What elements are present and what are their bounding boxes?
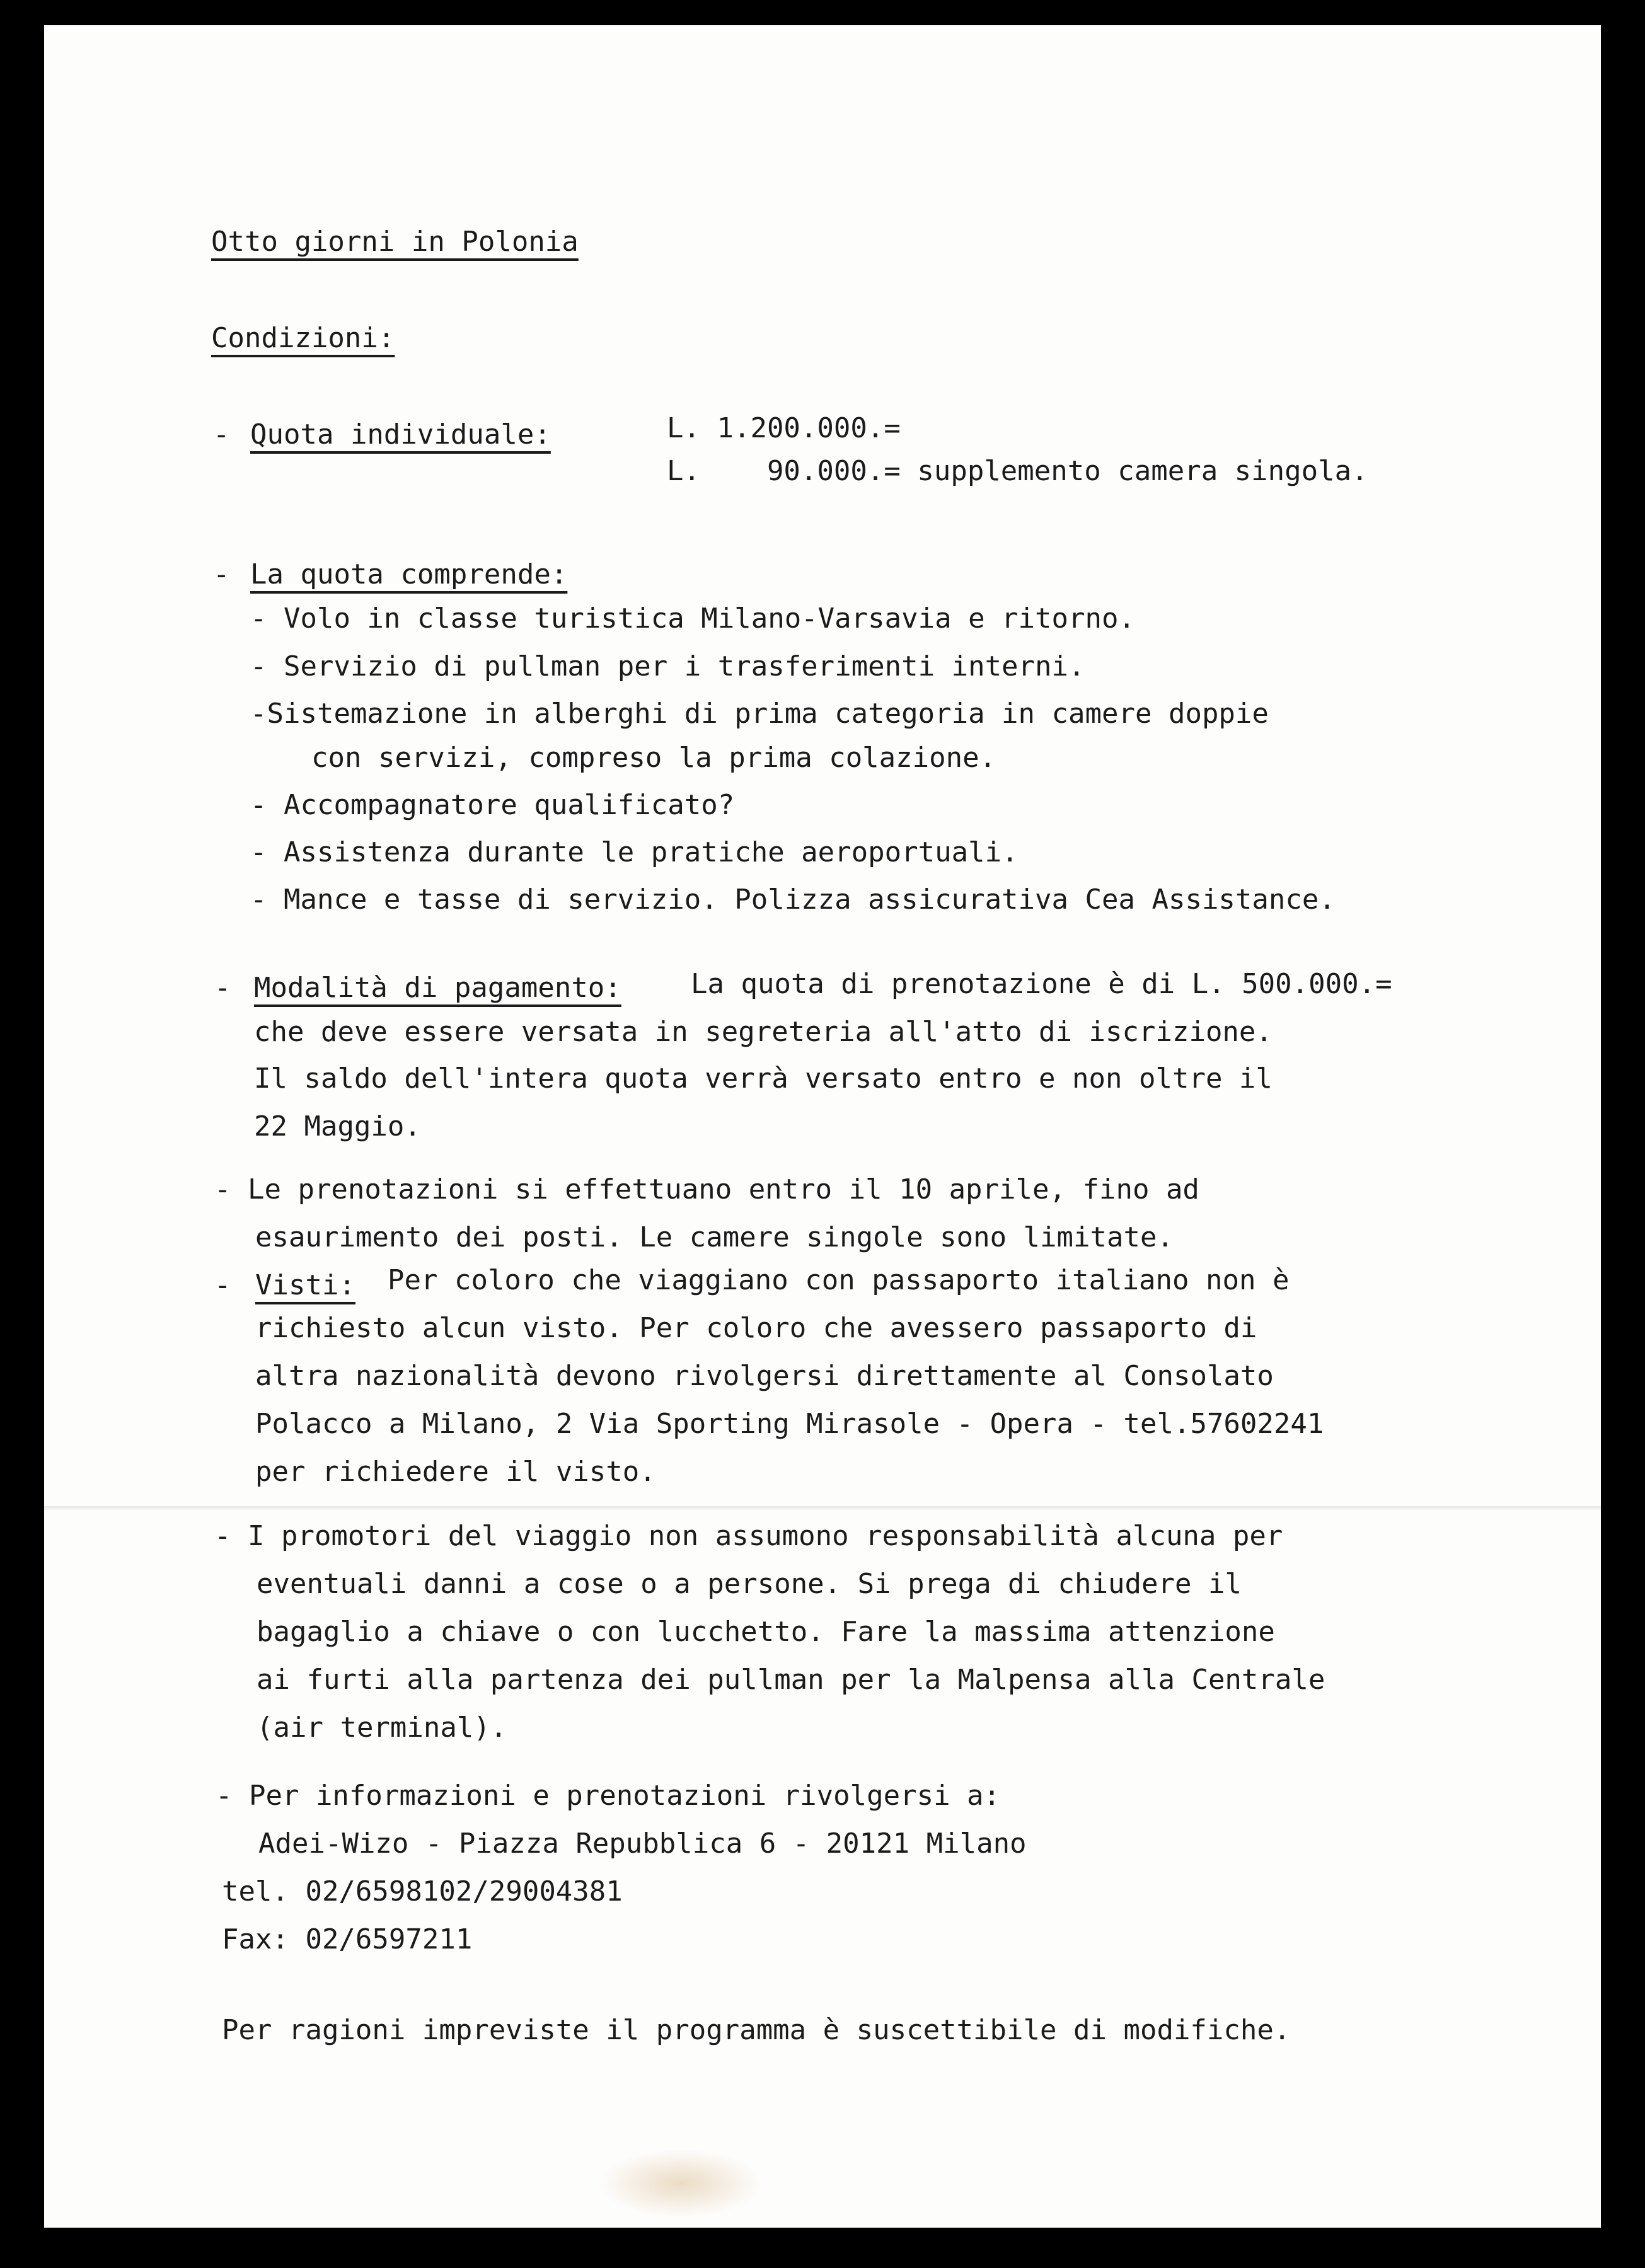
quota-price: L. 1.200.000.= xyxy=(667,412,901,444)
page-fold-crease xyxy=(44,1506,1601,1510)
liability-text: eventuali danni a cose o a persone. Si prega di chiudere il xyxy=(257,1568,1242,1600)
document-page xyxy=(44,25,1601,2228)
includes-dash: - xyxy=(213,558,230,590)
conditions-heading: Condizioni: xyxy=(211,322,395,354)
includes-label: La quota comprende: xyxy=(250,558,568,590)
payment-dash: - xyxy=(214,972,231,1004)
visas-text: altra nazionalità devono rivolgersi direttamente al Consolato xyxy=(255,1360,1274,1392)
contact-text: - Per informazioni e prenotazioni rivolgersi a: xyxy=(216,1780,1001,1812)
includes-item: - Servizio di pullman per i trasferimenti interni. xyxy=(250,650,1085,682)
bookings-text: - Le prenotazioni si effettuano entro il 10 aprile, fino ad xyxy=(214,1173,1199,1206)
payment-label: Modalità di pagamento: xyxy=(254,972,621,1004)
contact-fax: Fax: 02/6597211 xyxy=(222,1923,473,1955)
document-title: Otto giorni in Polonia xyxy=(211,226,579,258)
quota-dash: - xyxy=(213,418,230,451)
quota-single-supplement: L. 90.000.= supplemento camera singola. xyxy=(667,455,1368,487)
includes-item: - Mance e tasse di servizio. Polizza assicurativa Cea Assistance. xyxy=(250,884,1336,916)
includes-item: - Accompagnatore qualificato? xyxy=(250,789,735,821)
contact-address: Adei-Wizo - Piazza Repubblica 6 - 20121 Milano xyxy=(258,1828,1027,1860)
bookings-text: esaurimento dei posti. Le camere singole sono limitate. xyxy=(255,1221,1174,1253)
includes-item: - Assistenza durante le pratiche aeroportuali. xyxy=(250,836,1019,868)
includes-item: - Volo in classe turistica Milano-Varsavia e ritorno. xyxy=(250,602,1135,635)
visas-dash: - xyxy=(214,1269,231,1301)
contact-phone: tel. 02/6598102/29004381 xyxy=(222,1875,623,1908)
payment-text: che deve essere versata in segreteria all'atto di iscrizione. xyxy=(254,1016,1273,1048)
quota-label: Quota individuale: xyxy=(250,418,551,451)
visas-text: Polacco a Milano, 2 Via Sporting Mirasole - Opera - tel.57602241 xyxy=(255,1408,1324,1440)
payment-text: La quota di prenotazione è di L. 500.000.= xyxy=(691,968,1392,1000)
liability-text: - I promotori del viaggio non assumono responsabilità alcuna per xyxy=(214,1520,1283,1552)
payment-text: 22 Maggio. xyxy=(254,1110,421,1143)
liability-text: ai furti alla partenza dei pullman per la Malpensa alla Centrale xyxy=(257,1664,1325,1696)
footer-note: Per ragioni impreviste il programma è suscettibile di modifiche. xyxy=(222,2014,1291,2046)
liability-text: bagaglio a chiave o con lucchetto. Fare la massima attenzione xyxy=(257,1616,1275,1648)
visas-label: Visti: xyxy=(255,1269,355,1301)
visas-text: richiesto alcun visto. Per coloro che avessero passaporto di xyxy=(255,1312,1257,1344)
visas-text: per richiedere il visto. xyxy=(255,1456,656,1488)
visas-text: Per coloro che viaggiano con passaporto italiano non è xyxy=(388,1264,1290,1296)
paper-stain xyxy=(599,2149,763,2218)
includes-item-continued: con servizi, compreso la prima colazione. xyxy=(311,742,996,774)
liability-text: (air terminal). xyxy=(257,1712,507,1744)
payment-text: Il saldo dell'intera quota verrà versato entro e non oltre il xyxy=(254,1062,1273,1095)
includes-item: -Sistemazione in alberghi di prima categoria in camere doppie xyxy=(250,698,1269,730)
